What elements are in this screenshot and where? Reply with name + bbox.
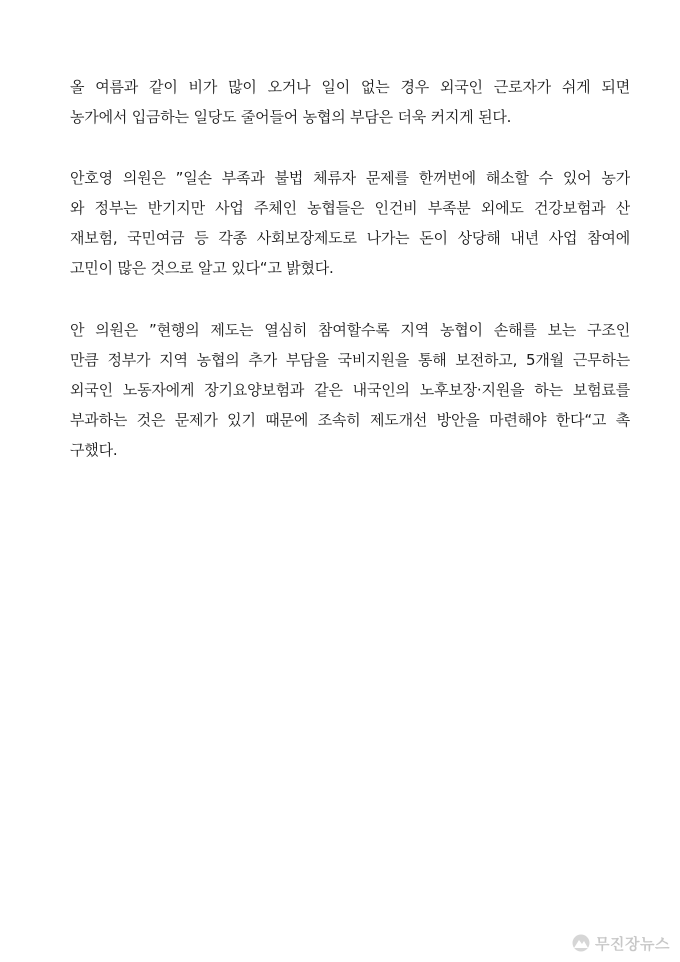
text-line: 농가에서 입금하는 일당도 줄어들어 농협의 부담은 더욱 커지게 된다.: [70, 108, 512, 126]
paragraph-2: [70, 163, 630, 283]
text-line: 안호영 의원은 ”일손 부족과 불법 체류자 문제를 한꺼번에 해소할 수 있어 농가: [70, 169, 630, 187]
text-line: 외국인 노동자에게 장기요양보험과 같은 내국인의 노후보장·지원을 하는 보험료를: [70, 381, 630, 399]
text-line: 만큼 정부가 지역 농협의 추가 부담을 국비지원을 통해 보전하고, 5개월 근무하는: [70, 351, 630, 369]
watermark: [571, 932, 670, 954]
text-line: 올 여름과 같이 비가 많이 오거나 일이 없는 경우 외국인 근로자가 쉬게 되면: [70, 78, 630, 96]
watermark-text: 무진장뉴스: [595, 934, 670, 953]
paragraph-1: [70, 72, 630, 132]
mountain-logo-icon: [571, 934, 591, 952]
text-line: 부과하는 것은 문제가 있기 때문에 조속히 제도개선 방안을 마련해야 한다“고 촉: [70, 411, 630, 429]
text-line: 안 의원은 ”현행의 제도는 열심히 참여할수록 지역 농협이 손해를 보는 구조인: [70, 321, 630, 339]
text-line: 재보험, 국민여금 등 각종 사회보장제도로 나가는 돈이 상당해 내년 사업 참여에: [70, 229, 630, 247]
text-line: 와 정부는 반기지만 사업 주체인 농협들은 인건비 부족분 외에도 건강보험과 산: [70, 199, 630, 217]
text-line: 구했다.: [70, 441, 118, 459]
paragraph-3: [70, 315, 630, 465]
text-line: 고민이 많은 것으로 알고 있다“고 밝혔다.: [70, 259, 334, 277]
